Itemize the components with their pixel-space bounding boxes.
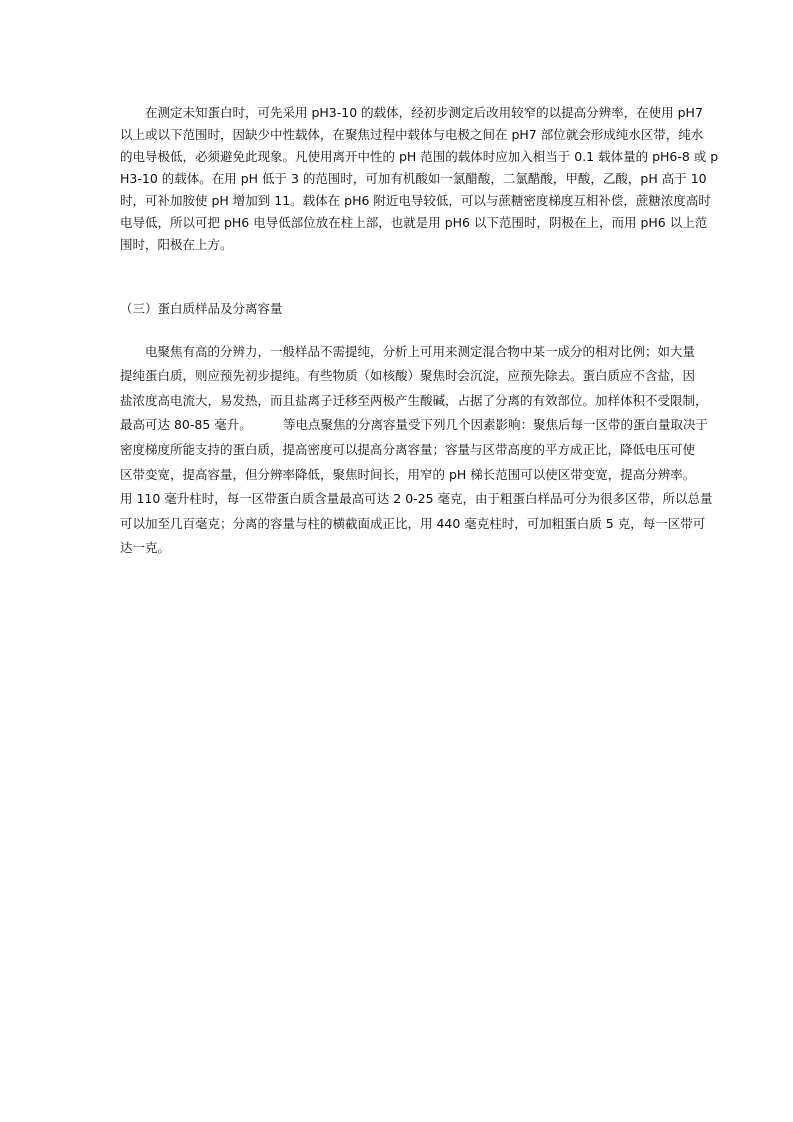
paragraph-line: 达一克。 (120, 540, 171, 555)
paragraph-line: 提纯蛋白质，则应预先初步提纯。有些物质（如核酸）聚焦时会沉淀，应预先除去。蛋白质应不含盐，因 (120, 368, 696, 383)
paragraph-line: H3-10 的载体。在用 pH 低于 3 的范围时，可加有机酸如一氯醋酸，二氯醋酸，甲酸，乙酸，pH 高于 10 (120, 171, 707, 186)
paragraph-line: 用 110 毫升柱时，每一区带蛋白质含量最高可达 2 0-25 毫克，由于粗蛋白样品可分为很多区带，所以总量 (120, 491, 713, 506)
paragraph-line: 电导低，所以可把 pH6 电导低部位放在柱上部，也就是用 pH6 以下范围时，阴极在上，而用 pH6 以上范 (120, 215, 708, 230)
paragraph-line: 在测定未知蛋白时，可先采用 pH3-10 的载体，经初步测定后改用较窄的以提高分辨率，在使用 pH7 (145, 105, 703, 120)
section-heading: （三）蛋白质样品及分离容量 (120, 301, 283, 316)
paragraph-line: 时，可补加胺使 pH 增加到 11。载体在 pH6 附近电导较低，可以与蔗糖密度梯度互相补偿，蔗糖浓度高时 (120, 193, 711, 208)
paragraph-line: 围时，阳极在上方。 (120, 237, 233, 252)
paragraph-line: 区带变宽，提高容量，但分辨率降低，聚焦时间长，用窄的 pH 梯长范围可以使区带变宽，提高分辨率。 (120, 467, 696, 482)
paragraph-line: 以上或以下范围时，因缺少中性载体，在聚焦过程中载体与电极之间在 pH7 部位就会形成纯水区带，纯水 (120, 127, 704, 142)
paragraph-line: 的电导极低，必须避免此现象。凡使用离开中性的 pH 范围的载体时应加入相当于 0.1 载体量的 pH6-8 或 p (120, 149, 719, 164)
paragraph-line: 电聚焦有高的分辨力，一般样品不需提纯，分析上可用来测定混合物中某一成分的相对比例；如大量 (145, 344, 696, 359)
paragraph-line: 盐浓度高电流大，易发热，而且盐离子迁移至两极产生酸碱，占据了分离的有效部位。加样体积不受限制， (120, 393, 708, 408)
paragraph-line: 可以加至几百毫克；分离的容量与柱的横截面成正比，用 440 毫克柱时，可加粗蛋白质 5 克，每一区带可 (120, 516, 706, 531)
paragraph-line: 最高可达 80-85 毫升。 等电点聚焦的分离容量受下列几个因素影响：聚焦后每一区带的蛋白量取决于 (120, 417, 709, 432)
paragraph-line: 密度梯度所能支持的蛋白质，提高密度可以提高分离容量；容量与区带高度的平方成正比，降低电压可使 (120, 442, 696, 457)
